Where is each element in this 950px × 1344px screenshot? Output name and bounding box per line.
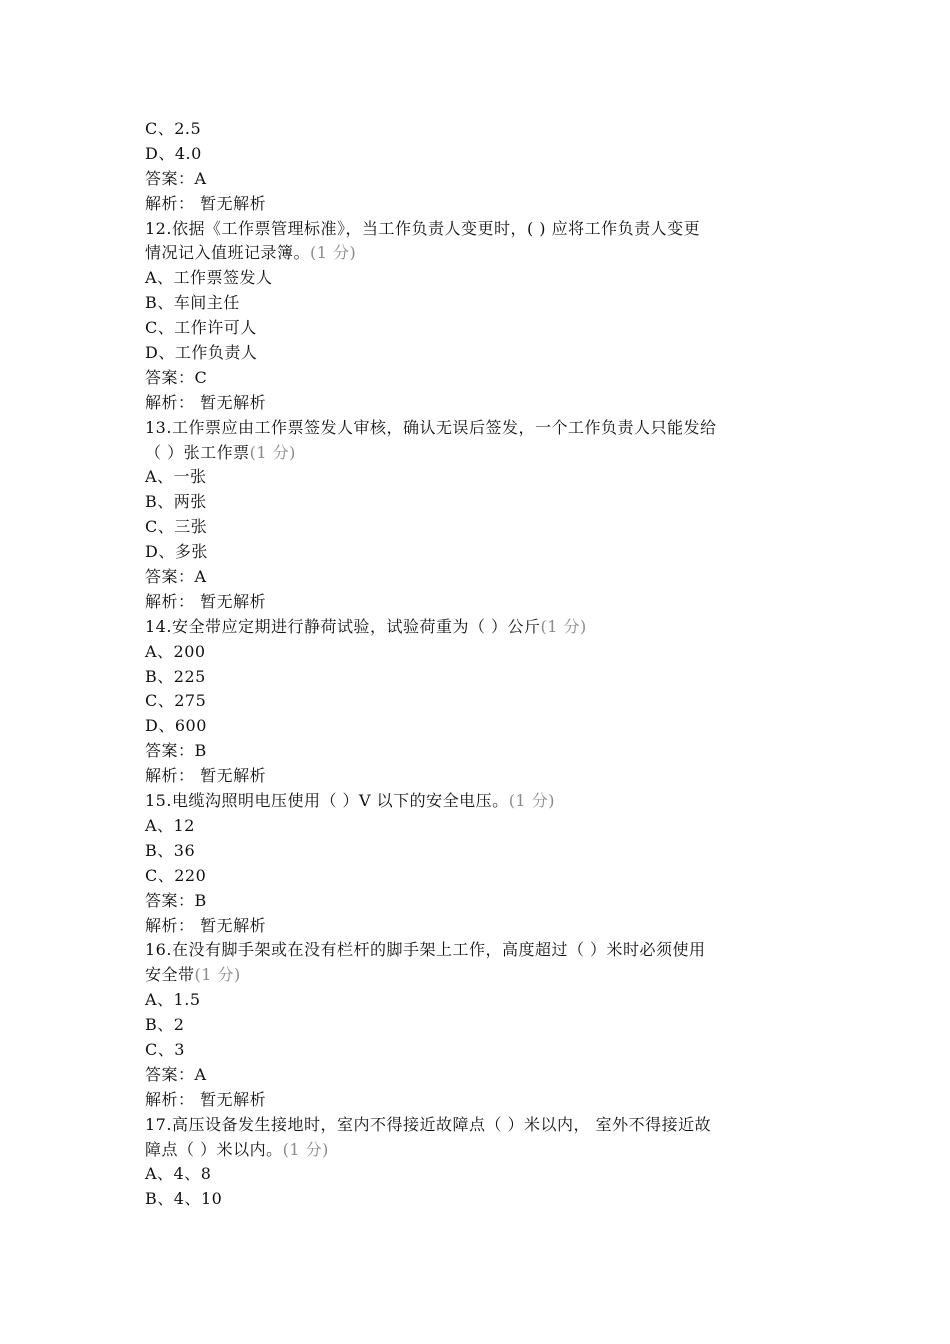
question-15-stem [145, 789, 815, 814]
analysis-line: 解析： 暂无解析 [145, 392, 267, 412]
option-b: B、2 [145, 1015, 185, 1035]
option-c: C、2.5 [145, 119, 202, 138]
option-d: D、多张 [145, 542, 208, 562]
question-12-stem: 12.依据《工作票管理标准》，当工作负责人变更时，( ) 应将工作负责人变更 [145, 218, 701, 238]
exam-question-page [145, 117, 815, 1212]
score-label: (1 分) [194, 965, 241, 985]
option-d: D、600 [145, 716, 207, 736]
analysis-line: 解析： 暂无解析 [145, 1089, 267, 1109]
score-label: (1 分) [508, 791, 555, 811]
option-a: A、12 [145, 815, 195, 835]
score-label: (1 分) [310, 243, 357, 263]
option-d: D、工作负责人 [145, 343, 258, 363]
option-c: C、220 [145, 865, 207, 885]
question-13-stem: 13.工作票应由工作票签发人审核，确认无误后签发，一个工作负责人只能发给 [145, 417, 717, 437]
question-text: 障点（ ）米以内。 [145, 1139, 283, 1159]
option-a: A、1.5 [145, 990, 201, 1010]
option-b: B、36 [145, 840, 196, 860]
answer-line: 答案：B [145, 890, 207, 910]
option-a: A、200 [145, 641, 206, 661]
question-text: 情况记入值班记录簿。 [145, 243, 311, 263]
option-c: C、三张 [145, 517, 208, 537]
question-text: （ ）张工作票 [145, 442, 250, 462]
analysis-line: 解析： 暂无解析 [145, 193, 267, 213]
answer-line: 答案：A [145, 1064, 207, 1084]
analysis-line: 解析： 暂无解析 [145, 766, 267, 786]
answer-line: 答案：A [145, 168, 207, 188]
option-b: B、225 [145, 666, 206, 686]
option-c: C、3 [145, 1039, 185, 1059]
option-a: A、4、8 [145, 1164, 212, 1184]
analysis-line: 解析： 暂无解析 [145, 591, 267, 611]
question-16-stem-cont [145, 963, 815, 988]
score-label: (1 分) [249, 442, 296, 462]
score-label: (1 分) [282, 1139, 329, 1159]
answer-line: 答案：B [145, 741, 207, 761]
question-12-stem-cont [145, 241, 815, 266]
option-c: C、275 [145, 691, 207, 711]
option-a: A、工作票签发人 [145, 268, 273, 288]
option-d: D、4.0 [145, 143, 202, 163]
option-a: A、一张 [145, 467, 207, 487]
question-text: 15.电缆沟照明电压使用（ ）V 以下的安全电压。 [145, 791, 509, 811]
question-text: 安全带 [145, 965, 195, 985]
option-b: B、4、10 [145, 1189, 223, 1209]
option-b: B、两张 [145, 492, 207, 512]
question-14-stem [145, 615, 815, 640]
question-17-stem-cont [145, 1138, 815, 1163]
option-b: B、车间主任 [145, 293, 240, 313]
score-label: (1 分) [540, 616, 587, 636]
option-c: C、工作许可人 [145, 318, 257, 338]
question-16-stem: 16.在没有脚手架或在没有栏杆的脚手架上工作，高度超过（ ）米时必须使用 [145, 940, 706, 960]
question-13-stem-cont [145, 441, 815, 466]
answer-line: 答案：A [145, 567, 207, 587]
question-17-stem: 17.高压设备发生接地时，室内不得接近故障点（ ）米以内， 室外不得接近故 [145, 1114, 712, 1134]
question-text: 14.安全带应定期进行静荷试验，试验荷重为（ ）公斤 [145, 616, 541, 636]
analysis-line: 解析： 暂无解析 [145, 915, 267, 935]
answer-line: 答案：C [145, 367, 208, 387]
